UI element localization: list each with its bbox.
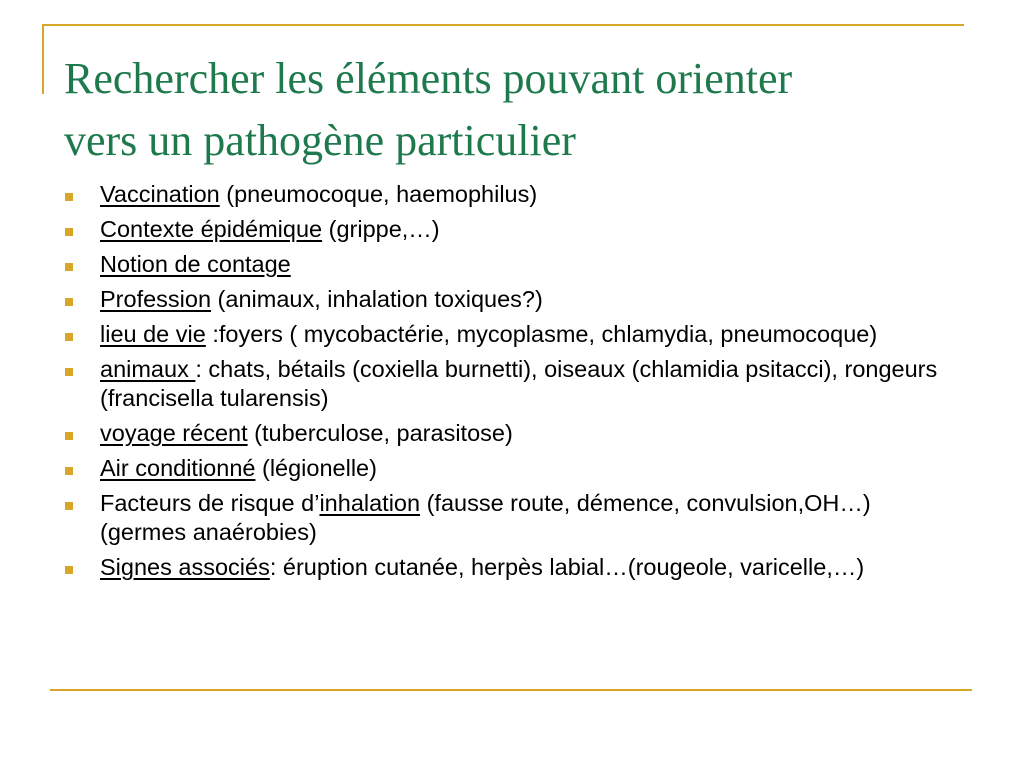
bullet-text: : chats, bétails (coxiella burnetti), oiseaux (chlamidia psitacci), rongeurs (francisella tularensis) [100,356,938,411]
bullet-item-profession [62,285,942,314]
bullet-text: (pneumocoque, haemophilus) [219,181,538,207]
bullet-text: (légionelle) [255,455,377,481]
bullet-text: (animaux, inhalation toxiques?) [211,286,543,312]
bullet-text: (tuberculose, parasitose) [247,420,513,446]
bullet-text-pre: Facteurs de risque d’ [100,490,320,516]
bullet-underlined: Profession [100,286,212,312]
bullet-underlined: Vaccination [100,181,220,207]
bullet-underlined: Notion de contage [100,251,291,277]
bullet-text: :foyers ( mycobactérie, mycoplasme, chlamydia, pneumocoque) [205,321,878,347]
bottom-rule [50,689,972,691]
bullet-text: : éruption cutanée, herpès labial…(rougeole, varicelle,…) [269,554,865,580]
slide-title-line-2: vers un pathogène particulier [64,116,576,165]
bullet-item-voyage [62,419,942,448]
bullet-underlined: animaux [100,356,196,382]
bullet-text: (fausse route, démence, convulsion,OH…) (germes anaérobies) [100,490,871,545]
left-rule [42,24,44,94]
bullet-item-facteurs-risque [62,489,942,547]
bullet-item-signes-associes [62,553,942,582]
bullet-item-contexte [62,215,942,244]
bullet-underlined: Air conditionné [100,455,256,481]
bullet-underlined: Signes associés [100,554,270,580]
bullet-item-air-conditionne [62,454,942,483]
slide-title-line-1: Rechercher les éléments pouvant orienter [64,54,793,103]
bullet-item-vaccination [62,180,942,209]
bullet-item-contage [62,250,942,279]
slide-title [64,48,964,172]
bullet-list [62,180,942,588]
bullet-underlined: voyage récent [100,420,248,446]
bullet-text: (grippe,…) [322,216,440,242]
top-rule [42,24,964,26]
bullet-item-lieu-de-vie [62,320,942,349]
bullet-underlined: lieu de vie [100,321,206,347]
bullet-underlined: inhalation [319,490,421,516]
bullet-item-animaux [62,355,942,413]
bullet-underlined: Contexte épidémique [100,216,323,242]
